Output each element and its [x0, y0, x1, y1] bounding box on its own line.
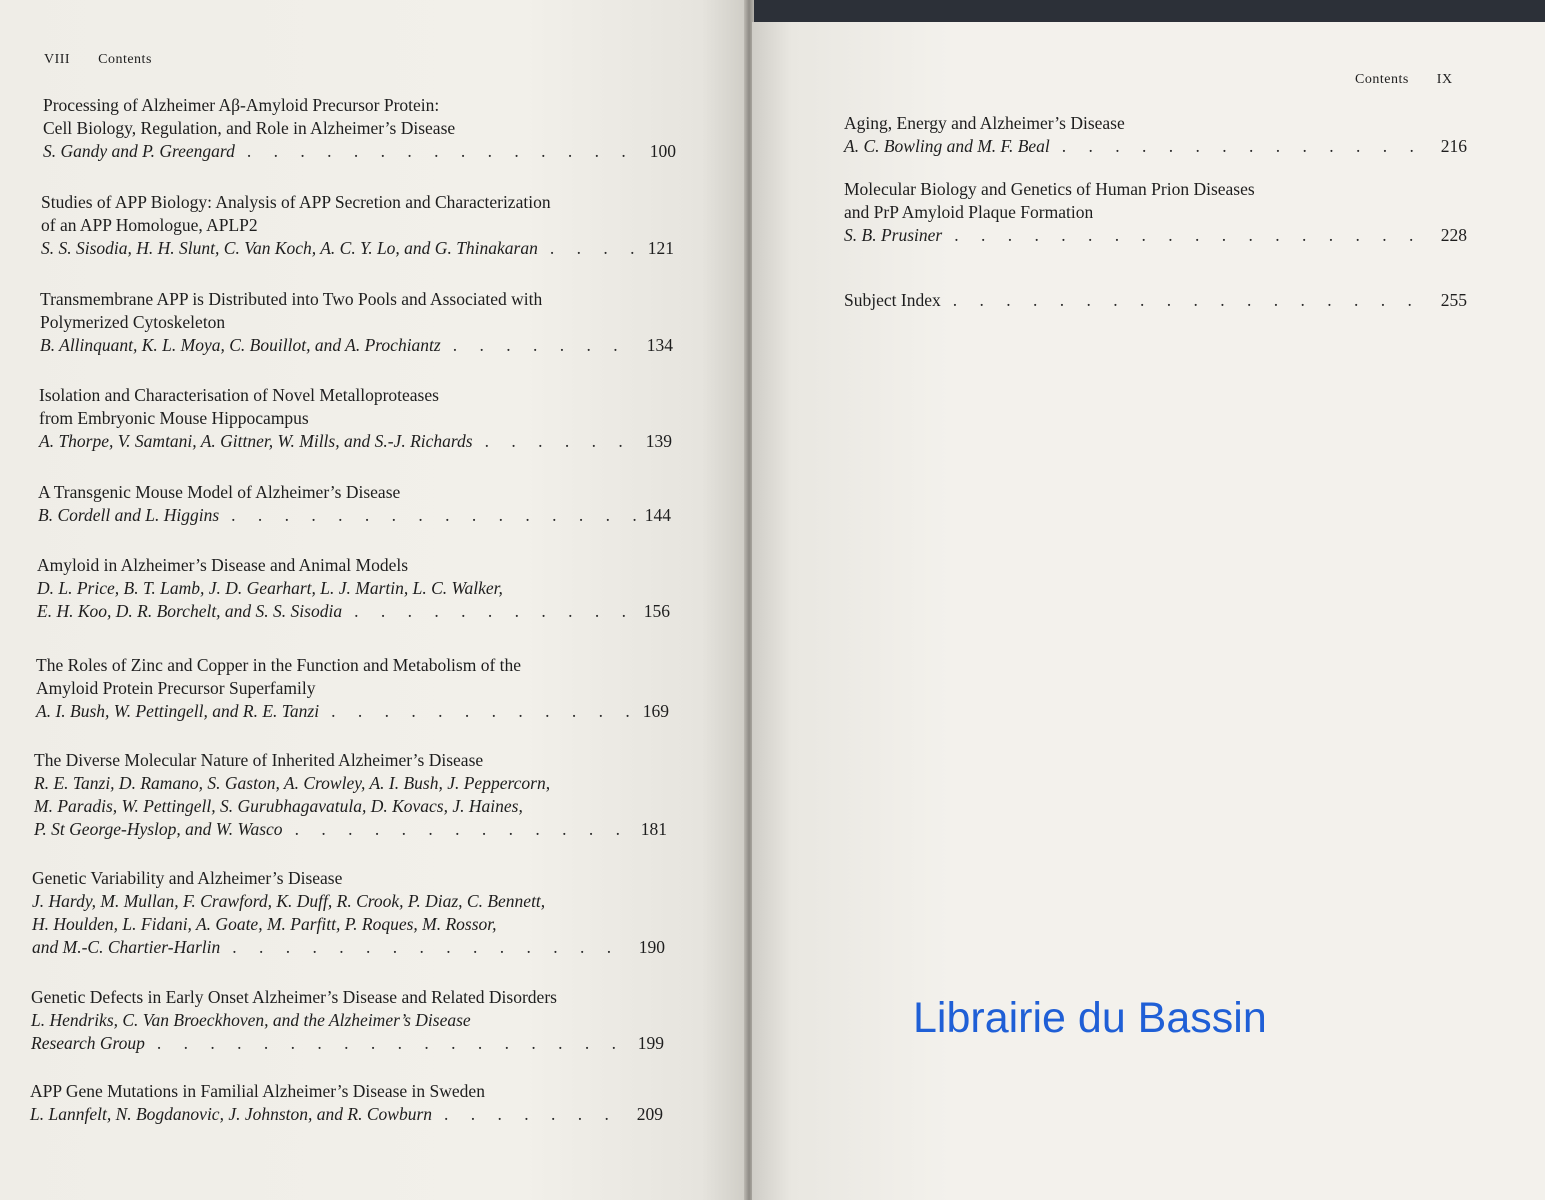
entry-page-number: 216 — [1440, 136, 1467, 156]
entry-title: Molecular Biology and Genetics of Human Prion Diseases — [844, 179, 1255, 199]
entry-page-number: 144 — [644, 505, 671, 525]
entry-title: Studies of APP Biology: Analysis of APP Secretion and Characterization — [41, 192, 551, 212]
toc-entry — [39, 384, 672, 453]
entry-authors: E. H. Koo, D. R. Borchelt, and S. S. Sisodia — [37, 601, 343, 621]
entry-authors: S. B. Prusiner — [844, 225, 943, 245]
left-running-head-label: Contents — [98, 52, 152, 67]
toc-entry — [844, 178, 1467, 247]
entry-authors: L. Hendriks, C. Van Broeckhoven, and the Alzheimer’s Disease — [31, 1010, 471, 1030]
entry-page-number: 181 — [640, 819, 667, 839]
entry-title: Cell Biology, Regulation, and Role in Alzheimer’s Disease — [43, 118, 456, 138]
right-running-head — [1355, 72, 1453, 88]
entry-page-number: 209 — [636, 1104, 663, 1124]
entry-authors: A. Thorpe, V. Samtani, A. Gittner, W. Mills, and S.-J. Richards — [39, 431, 473, 451]
toc-entry — [38, 481, 671, 527]
entry-title: Transmembrane APP is Distributed into Two Pools and Associated with — [40, 289, 543, 309]
entry-authors: D. L. Price, B. T. Lamb, J. D. Gearhart, L. J. Martin, L. C. Walker, — [37, 578, 503, 598]
toc-entry — [36, 654, 669, 723]
entry-page-number: 139 — [645, 431, 672, 451]
dot-leader — [550, 237, 642, 260]
entry-title: A Transgenic Mouse Model of Alzheimer’s Disease — [38, 482, 401, 502]
entry-title: Aging, Energy and Alzheimer’s Disease — [844, 113, 1125, 133]
entry-title: The Diverse Molecular Nature of Inherited Alzheimer’s Disease — [34, 750, 484, 770]
entry-page-number: 169 — [642, 701, 669, 721]
dot-leader — [232, 936, 632, 959]
watermark-text: Librairie du Bassin — [913, 994, 1267, 1042]
entry-title: The Roles of Zinc and Copper in the Function and Metabolism of the — [36, 655, 522, 675]
left-page — [0, 0, 746, 1200]
dot-leader — [295, 818, 635, 841]
entry-title: Isolation and Characterisation of Novel Metalloproteases — [39, 385, 439, 405]
dot-leader — [953, 289, 1435, 312]
entry-authors: S. Gandy and P. Greengard — [43, 141, 235, 161]
toc-entry — [41, 191, 674, 260]
dot-leader — [331, 700, 637, 723]
entry-page-number: 190 — [638, 937, 665, 957]
toc-entry — [37, 554, 670, 623]
subject-index-label: Subject Index — [844, 290, 941, 310]
toc-entry — [30, 1080, 663, 1126]
entry-authors: J. Hardy, M. Mullan, F. Crawford, K. Duff, R. Crook, P. Diaz, C. Bennett, — [32, 891, 546, 911]
entry-authors: L. Lannfelt, N. Bogdanovic, J. Johnston, and R. Cowburn — [30, 1104, 433, 1124]
left-running-head — [44, 52, 180, 68]
entry-authors: A. C. Bowling and M. F. Beal — [844, 136, 1050, 156]
dot-leader — [453, 334, 641, 357]
entry-authors: A. I. Bush, W. Pettingell, and R. E. Tanzi — [36, 701, 320, 721]
entry-authors: B. Cordell and L. Higgins — [38, 505, 220, 525]
toc-entry — [31, 986, 664, 1055]
toc-entry — [43, 94, 676, 163]
right-folio: IX — [1436, 72, 1453, 87]
entry-page-number: 228 — [1440, 225, 1467, 245]
entry-authors: and M.-C. Chartier-Harlin — [32, 937, 221, 957]
entry-title: Amyloid in Alzheimer’s Disease and Animal Models — [37, 555, 409, 575]
entry-page-number: 100 — [649, 141, 676, 161]
dot-leader — [1062, 135, 1435, 158]
entry-title: Genetic Variability and Alzheimer’s Disease — [32, 868, 343, 888]
toc-entry — [34, 749, 667, 841]
entry-title: Genetic Defects in Early Onset Alzheimer’s Disease and Related Disorders — [31, 987, 557, 1007]
book-cover-edge — [752, 0, 1545, 22]
right-running-head-label: Contents — [1355, 72, 1409, 87]
entry-title: from Embryonic Mouse Hippocampus — [39, 408, 309, 428]
left-folio: VIII — [44, 52, 71, 67]
entry-authors: H. Houlden, L. Fidani, A. Goate, M. Parfitt, P. Roques, M. Rossor, — [32, 914, 497, 934]
entry-authors: S. S. Sisodia, H. H. Slunt, C. Van Koch, A. C. Y. Lo, and G. Thinakaran — [41, 238, 538, 258]
entry-page-number: 134 — [646, 335, 673, 355]
entry-title: Processing of Alzheimer Aβ-Amyloid Precursor Protein: — [43, 95, 440, 115]
entry-title: of an APP Homologue, APLP2 — [41, 215, 258, 235]
dot-leader — [157, 1032, 632, 1055]
dot-leader — [954, 224, 1435, 247]
entry-title: APP Gene Mutations in Familial Alzheimer’s Disease in Sweden — [30, 1081, 485, 1101]
dot-leader — [231, 504, 639, 527]
entry-authors: M. Paradis, W. Pettingell, S. Gurubhagavatula, D. Kovacs, J. Haines, — [34, 796, 523, 816]
dot-leader — [247, 140, 644, 163]
dot-leader — [354, 600, 638, 623]
dot-leader — [444, 1103, 631, 1126]
entry-page-number: 121 — [647, 238, 674, 258]
subject-index-page-number: 255 — [1440, 290, 1467, 310]
entry-title: and PrP Amyloid Plaque Formation — [844, 202, 1094, 222]
entry-page-number: 156 — [643, 601, 670, 621]
entry-page-number: 199 — [637, 1033, 664, 1053]
toc-entry — [40, 288, 673, 357]
dot-leader — [485, 430, 640, 453]
entry-title: Polymerized Cytoskeleton — [40, 312, 226, 332]
entry-authors: R. E. Tanzi, D. Ramano, S. Gaston, A. Crowley, A. I. Bush, J. Peppercorn, — [34, 773, 551, 793]
subject-index-entry — [844, 289, 1467, 312]
toc-entry — [32, 867, 665, 959]
toc-entry — [844, 112, 1467, 158]
entry-title: Amyloid Protein Precursor Superfamily — [36, 678, 316, 698]
entry-authors: B. Allinquant, K. L. Moya, C. Bouillot, and A. Prochiantz — [40, 335, 441, 355]
entry-authors: Research Group — [31, 1033, 145, 1053]
entry-authors: P. St George-Hyslop, and W. Wasco — [34, 819, 283, 839]
